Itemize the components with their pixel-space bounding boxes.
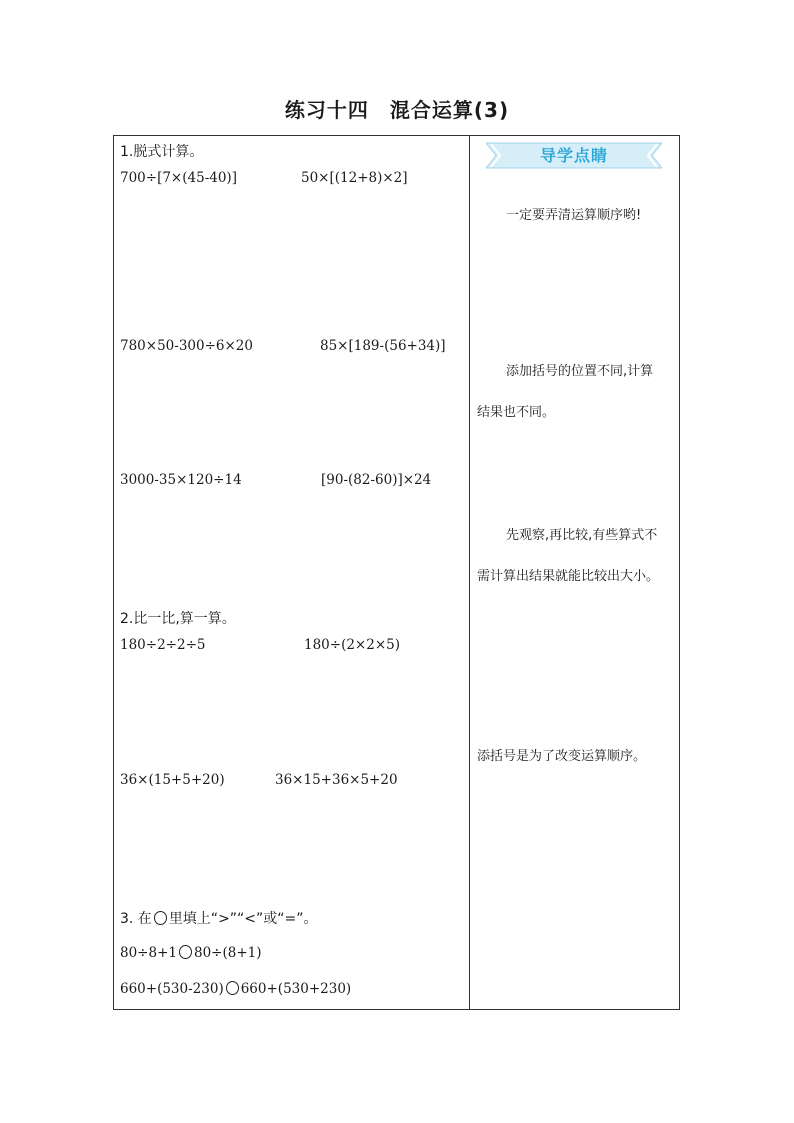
tip-3-line-2: 需计算出结果就能比较出大小。 xyxy=(477,569,660,584)
tip-2-line-1: 添加括号的位置不同,计算 xyxy=(506,364,654,379)
answer-circle-2[interactable] xyxy=(226,981,239,995)
tip-3-line-1: 先观察,再比较,有些算式不 xyxy=(506,528,658,543)
q1-expr-4: 85×[189-(56+34)] xyxy=(320,338,446,354)
guide-banner xyxy=(486,142,662,169)
tip-2-line-2: 结果也不同。 xyxy=(477,405,556,420)
column-divider xyxy=(469,136,470,1009)
answer-circle-1[interactable] xyxy=(179,945,192,959)
q3-heading-pre: 3. 在 xyxy=(120,911,152,927)
q1-heading: 1.脱式计算。 xyxy=(120,144,204,160)
q3-compare-2-right: 660+(530+230) xyxy=(240,981,352,997)
page-title: 练习十四 混合运算(3) xyxy=(284,98,510,122)
q3-compare-1-left: 80÷8+1 xyxy=(120,945,177,961)
q2-expr-3: 36×(15+5+20) xyxy=(120,772,225,788)
q3-compare-2 xyxy=(120,981,351,997)
q1-expr-3: 780×50-300÷6×20 xyxy=(120,338,253,354)
q2-expr-1: 180÷2÷2÷5 xyxy=(120,637,206,653)
q3-compare-2-left: 660+(530-230) xyxy=(120,981,224,997)
q3-heading xyxy=(120,908,318,928)
q2-expr-4: 36×15+36×5+20 xyxy=(275,772,398,788)
q3-compare-1-right: 80÷(8+1) xyxy=(193,945,262,961)
tip-4: 添括号是为了改变运算顺序。 xyxy=(477,749,647,764)
q1-expr-2: 50×[(12+8)×2] xyxy=(301,170,408,186)
banner-title: 导学点睛 xyxy=(539,146,608,165)
circle-icon xyxy=(154,911,167,925)
worksheet-table xyxy=(113,135,680,1010)
tip-1: 一定要弄清运算顺序哟! xyxy=(506,208,642,223)
q2-heading: 2.比一比,算一算。 xyxy=(120,611,236,627)
q2-expr-2: 180÷(2×2×5) xyxy=(304,637,401,653)
q1-expr-1: 700÷[7×(45-40)] xyxy=(120,170,237,186)
q1-expr-6: [90-(82-60)]×24 xyxy=(321,472,432,488)
q1-expr-5: 3000-35×120÷14 xyxy=(120,472,242,488)
q3-compare-1 xyxy=(120,945,262,961)
q3-heading-post: 里填上“>”“<”或“=”。 xyxy=(168,911,318,927)
